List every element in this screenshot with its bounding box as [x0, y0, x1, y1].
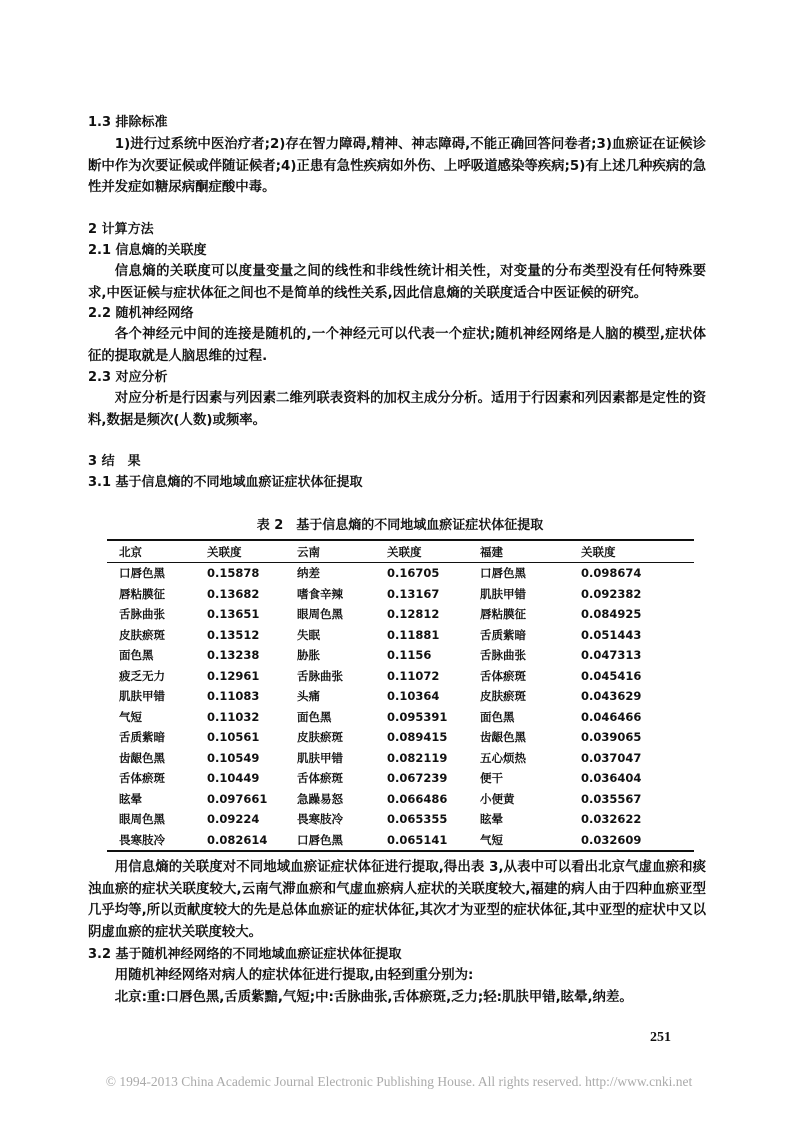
symptom-cell: 眩晕 [119, 791, 142, 806]
symptom-cell: 肌肤甲错 [297, 750, 343, 765]
symptom-cell: 肌肤甲错 [119, 689, 165, 704]
association-value-cell: 0.046466 [581, 709, 642, 724]
symptom-cell: 舌脉曲张 [297, 668, 343, 683]
association-value-cell: 0.095391 [387, 709, 448, 724]
association-value-cell: 0.13682 [207, 586, 260, 601]
association-value-cell: 0.043629 [581, 689, 642, 704]
table-row [107, 584, 694, 605]
table-row [107, 830, 694, 852]
section-1-3-heading: 1.3 排除标准 [88, 115, 168, 130]
section-2-1-heading: 2.1 信息熵的关联度 [88, 243, 207, 258]
symptom-cell: 面色黑 [297, 709, 332, 724]
association-value-cell: 0.13238 [207, 648, 260, 663]
table-row [107, 727, 694, 748]
symptom-cell: 口唇色黑 [297, 832, 343, 847]
symptom-cell: 皮肤瘀斑 [297, 730, 343, 745]
section-2-3-text: 对应分析是行因素与列因素二维列联表资料的加权主成分分析。适用于行因素和列因素都是定性的资料,数据是频次(人数)或频率。 [88, 391, 706, 428]
association-value-cell: 0.10449 [207, 771, 260, 786]
association-value-cell: 0.084925 [581, 607, 642, 622]
symptom-cell: 眼周色黑 [119, 812, 165, 827]
association-value-cell: 0.067239 [387, 771, 448, 786]
association-value-cell: 0.039065 [581, 730, 642, 745]
symptom-cell: 齿龈色黑 [119, 750, 165, 765]
section-2-2-heading: 2.2 随机神经网络 [88, 306, 194, 321]
association-value-cell: 0.032622 [581, 812, 642, 827]
results-paragraph: 用信息熵的关联度对不同地域血瘀证症状体征进行提取,得出表 3,从表中可以看出北京气虚血瘀和痰浊血瘀的症状关联度较大,云南气滞血瘀和气虚血瘀病人症状的关联度较大,福建的病人由于四种血瘀亚型几乎均等,所以贡献度较大的先是总体血瘀证的症状体征,其次才为亚型的症状体征,其中亚型的症状中又以阴虚血瘀的症状关联度较大。 [88, 860, 706, 940]
symptom-cell: 疲乏无力 [119, 668, 165, 683]
association-value-cell: 0.066486 [387, 791, 448, 806]
symptom-cell: 舌体瘀斑 [297, 771, 343, 786]
association-value-cell: 0.097661 [207, 791, 268, 806]
section-2-3-heading: 2.3 对应分析 [88, 370, 168, 385]
table-row [107, 604, 694, 625]
table-header-cell: 关联度 [387, 544, 422, 559]
symptom-cell: 便干 [480, 771, 503, 786]
symptom-cell: 面色黑 [119, 648, 154, 663]
symptom-cell: 纳差 [297, 566, 320, 581]
table-header-cell: 北京 [119, 544, 142, 559]
association-value-cell: 0.11072 [387, 668, 440, 683]
association-value-cell: 0.16705 [387, 566, 440, 581]
table-row [107, 645, 694, 666]
association-value-cell: 0.11083 [207, 689, 260, 704]
association-value-cell: 0.10561 [207, 730, 260, 745]
section-3-2-heading: 3.2 基于随机神经网络的不同地域血瘀证症状体征提取 [88, 947, 402, 962]
association-value-cell: 0.045416 [581, 668, 642, 683]
symptom-cell: 唇粘膜征 [480, 607, 526, 622]
association-value-cell: 0.09224 [207, 812, 260, 827]
table-row [107, 563, 694, 584]
symptom-association-table [107, 539, 694, 852]
symptom-cell: 皮肤瘀斑 [119, 627, 165, 642]
symptom-cell: 眼周色黑 [297, 607, 343, 622]
symptom-cell: 舌脉曲张 [119, 607, 165, 622]
association-value-cell: 0.082614 [207, 832, 268, 847]
symptom-cell: 畏寒肢冷 [119, 832, 165, 847]
symptom-cell: 肌肤甲错 [480, 586, 526, 601]
table-header-cell: 福建 [480, 544, 503, 559]
section-3-heading: 3 结 果 [88, 454, 141, 469]
association-value-cell: 0.051443 [581, 627, 642, 642]
association-value-cell: 0.082119 [387, 750, 448, 765]
association-value-cell: 0.11032 [207, 709, 260, 724]
symptom-cell: 皮肤瘀斑 [480, 689, 526, 704]
symptom-cell: 舌质紫暗 [119, 730, 165, 745]
table-row [107, 625, 694, 646]
association-value-cell: 0.10364 [387, 689, 440, 704]
symptom-cell: 齿龈色黑 [480, 730, 526, 745]
symptom-cell: 胁胀 [297, 648, 320, 663]
symptom-cell: 舌质紫暗 [480, 627, 526, 642]
symptom-cell: 气短 [480, 832, 503, 847]
symptom-cell: 嗜食辛辣 [297, 586, 343, 601]
symptom-cell: 五心烦热 [480, 750, 526, 765]
association-value-cell: 0.037047 [581, 750, 642, 765]
symptom-cell: 畏寒肢冷 [297, 812, 343, 827]
table-header-cell: 云南 [297, 544, 320, 559]
symptom-cell: 舌脉曲张 [480, 648, 526, 663]
symptom-cell: 口唇色黑 [119, 566, 165, 581]
association-value-cell: 0.1156 [387, 648, 432, 663]
association-value-cell: 0.10549 [207, 750, 260, 765]
table-row [107, 809, 694, 830]
table-row [107, 686, 694, 707]
symptom-cell: 口唇色黑 [480, 566, 526, 581]
symptom-cell: 舌体瘀斑 [119, 771, 165, 786]
table-caption: 表 2 基于信息熵的不同地域血瘀证症状体征提取 [256, 518, 544, 533]
table-row [107, 707, 694, 728]
section-2-1-text: 信息熵的关联度可以度量变量之间的线性和非线性统计相关性，对变量的分布类型没有任何特殊要求,中医证候与症状体征之间也不是简单的线性关系,因此信息熵的关联度适合中医证候的研究。 [88, 264, 706, 301]
association-value-cell: 0.13167 [387, 586, 440, 601]
section-3-1-heading: 3.1 基于信息熵的不同地域血瘀证症状体征提取 [88, 475, 363, 490]
page-number: 251 [650, 1030, 671, 1045]
section-3-2-line1: 用随机神经网络对病人的症状体征进行提取,由轻到重分别为: [114, 968, 474, 983]
section-1-3-text: 1)进行过系统中医治疗者;2)存在智力障碍,精神、神志障碍,不能正确回答问卷者;3)血瘀证在证候诊断中作为次要证候或伴随证候者;4)正患有急性疾病如外伤、上呼吸道感染等疾病;5)有上述几种疾病的急性并发症如糖尿病酮症酸中毒。 [88, 137, 706, 195]
table-row [107, 768, 694, 789]
association-value-cell: 0.11881 [387, 627, 440, 642]
association-value-cell: 0.12961 [207, 668, 260, 683]
association-value-cell: 0.15878 [207, 566, 260, 581]
section-2-heading: 2 计算方法 [88, 222, 154, 237]
symptom-cell: 面色黑 [480, 709, 515, 724]
symptom-cell: 小便黄 [480, 791, 515, 806]
association-value-cell: 0.032609 [581, 832, 642, 847]
symptom-cell: 唇粘膜征 [119, 586, 165, 601]
association-value-cell: 0.13512 [207, 627, 260, 642]
association-value-cell: 0.089415 [387, 730, 448, 745]
association-value-cell: 0.098674 [581, 566, 642, 581]
table-header-cell: 关联度 [581, 544, 616, 559]
association-value-cell: 0.092382 [581, 586, 642, 601]
symptom-cell: 头痛 [297, 689, 320, 704]
table-row [107, 666, 694, 687]
section-2-2-text: 各个神经元中间的连接是随机的,一个神经元可以代表一个症状;随机神经网络是人脑的模型,症状体征的提取就是人脑思维的过程. [88, 327, 706, 364]
table-header-cell: 关联度 [207, 544, 242, 559]
association-value-cell: 0.035567 [581, 791, 642, 806]
section-3-2-line2: 北京:重:口唇色黑,舌质紫黯,气短;中:舌脉曲张,舌体瘀斑,乏力;轻:肌肤甲错,眩晕,纳差。 [114, 990, 633, 1005]
symptom-cell: 失眠 [297, 627, 320, 642]
symptom-cell: 急躁易怒 [297, 791, 343, 806]
symptom-cell: 气短 [119, 709, 142, 724]
association-value-cell: 0.065141 [387, 832, 448, 847]
association-value-cell: 0.065355 [387, 812, 448, 827]
symptom-cell: 眩晕 [480, 812, 503, 827]
table-row [107, 748, 694, 769]
symptom-cell: 舌体瘀斑 [480, 668, 526, 683]
association-value-cell: 0.047313 [581, 648, 642, 663]
copyright-footer: © 1994-2013 China Academic Journal Electronic Publishing House. All rights reserved. http://www.cnki.net [105, 1074, 693, 1089]
table-header-row [107, 540, 694, 563]
association-value-cell: 0.036404 [581, 771, 642, 786]
association-value-cell: 0.12812 [387, 607, 440, 622]
table-row [107, 789, 694, 810]
association-value-cell: 0.13651 [207, 607, 260, 622]
